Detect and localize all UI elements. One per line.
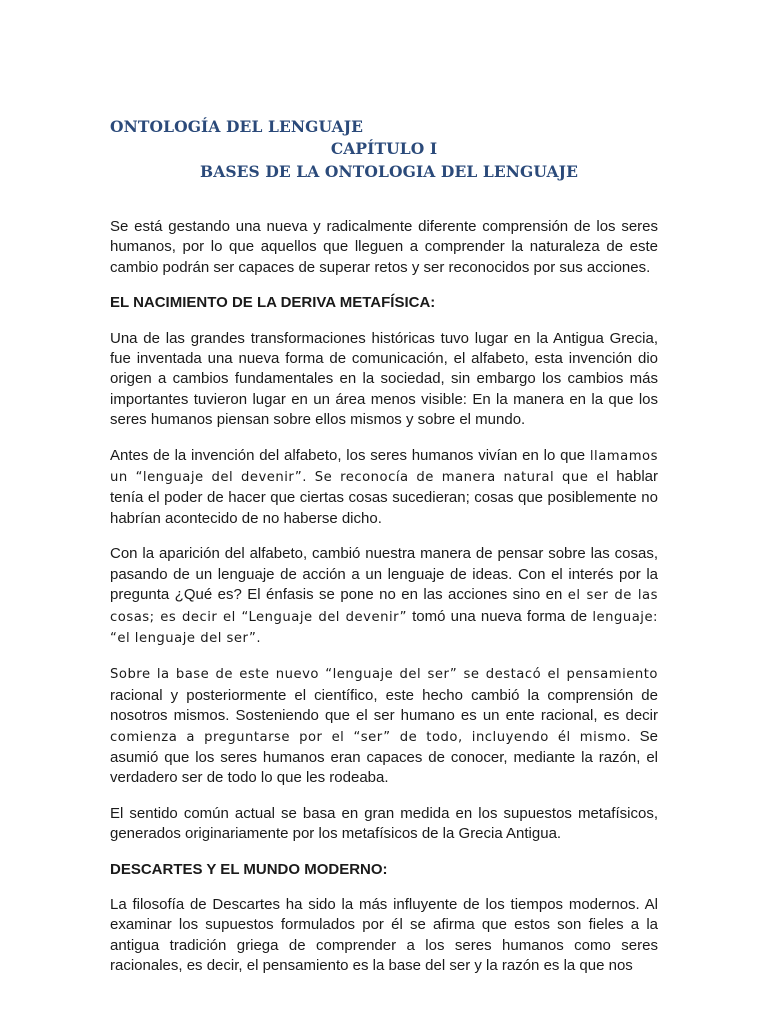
- paragraph-ser-part-2: racional y posteriormente el científico, este hecho cambió la comprensión de nosotros mismos. Sosteniendo que el ser humano es un ente racional, es decir: [110, 686, 658, 725]
- paragraph-sentido-comun: El sentido común actual se basa en gran medida en los supuestos metafísicos, generados originariamente por los metafísicos de la Grecia Antigua.: [110, 804, 658, 843]
- paragraph-aparicion-part-2: el ser de las cosas; es decir el “Lenguaje del devenir”: [110, 588, 659, 625]
- paragraph-devenir-part-2: llamamos un “lenguaje del devenir”. Se reconocía de manera natural que el: [110, 448, 658, 486]
- section-title-descartes: DESCARTES Y EL MUNDO MODERNO:: [110, 860, 388, 878]
- paragraph-aparicion-alfabeto: [110, 544, 658, 649]
- paragraph-lenguaje-del-ser: [110, 664, 658, 788]
- paragraph-descartes: La filosofía de Descartes ha sido la más influyente de los tiempos modernos. Al examinar los supuestos formulados por él se afirma que estos son fieles a la antigua tradición griega de comprender a los seres humanos como seres racionales, es decir, el pensamiento es la base del ser y la razón es la que nos: [110, 895, 658, 975]
- document-title: ONTOLOGÍA DEL LENGUAJE: [110, 117, 364, 136]
- intro-paragraph: Se está gestando una nueva y radicalmente diferente comprensión de los seres humanos, por lo que aquellos que lleguen a comprender la naturaleza de este cambio podrán ser capaces de superar retos y ser reconocidos por sus acciones.: [110, 218, 658, 276]
- paragraph-devenir: [110, 446, 658, 530]
- paragraph-devenir-part-3: hablar tenía el poder de hacer que ciertas cosas sucedieran; cosas que posiblemente no habrían acontecido de no haberse dicho.: [110, 468, 658, 527]
- paragraph-alfabeto: Una de las grandes transformaciones históricas tuvo lugar en la Antigua Grecia, fue inventada una nueva forma de comunicación, el alfabeto, esta invención dio origen a cambios fundamentales en la sociedad, sin embargo los cambios más importantes tuvieron lugar en un área menos visible: En la manera en la que los seres humanos piensan sobre ellos mismos y sobre el mundo.: [110, 329, 658, 429]
- paragraph-aparicion-part-1: Con la aparición del alfabeto, cambió nuestra manera de pensar sobre las cosas, pasando de un lenguaje de acción a un lenguaje de ideas. Con el interés por la pregunta ¿Qué es? El énfasis se pone no en las acciones sino en: [110, 545, 658, 604]
- paragraph-ser-part-4: Se asumió que los seres humanos eran capaces de conocer, mediante la razón, el verdadero ser de todo lo que les rodeaba.: [110, 727, 659, 787]
- paragraph-devenir-part-1: Antes de la invención del alfabeto, los seres humanos vivían en lo que: [110, 446, 590, 464]
- section-title-deriva-metafisica: EL NACIMIENTO DE LA DERIVA METAFÍSICA:: [110, 294, 436, 312]
- document-page: [110, 108, 658, 977]
- chapter-subtitle: BASES DE LA ONTOLOGIA DEL LENGUAJE: [200, 162, 578, 181]
- paragraph-aparicion-part-3: tomó una nueva forma de: [406, 607, 593, 625]
- paragraph-ser-part-3: comienza a preguntarse por el “ser” de todo, incluyendo él mismo.: [110, 729, 632, 745]
- paragraph-ser-part-1: Sobre la base de este nuevo “lenguaje del ser” se destacó el pensamiento: [110, 667, 658, 683]
- paragraph-aparicion-part-4: lenguaje: “el lenguaje del ser”.: [110, 609, 658, 646]
- chapter-heading: CAPÍTULO I: [330, 139, 438, 158]
